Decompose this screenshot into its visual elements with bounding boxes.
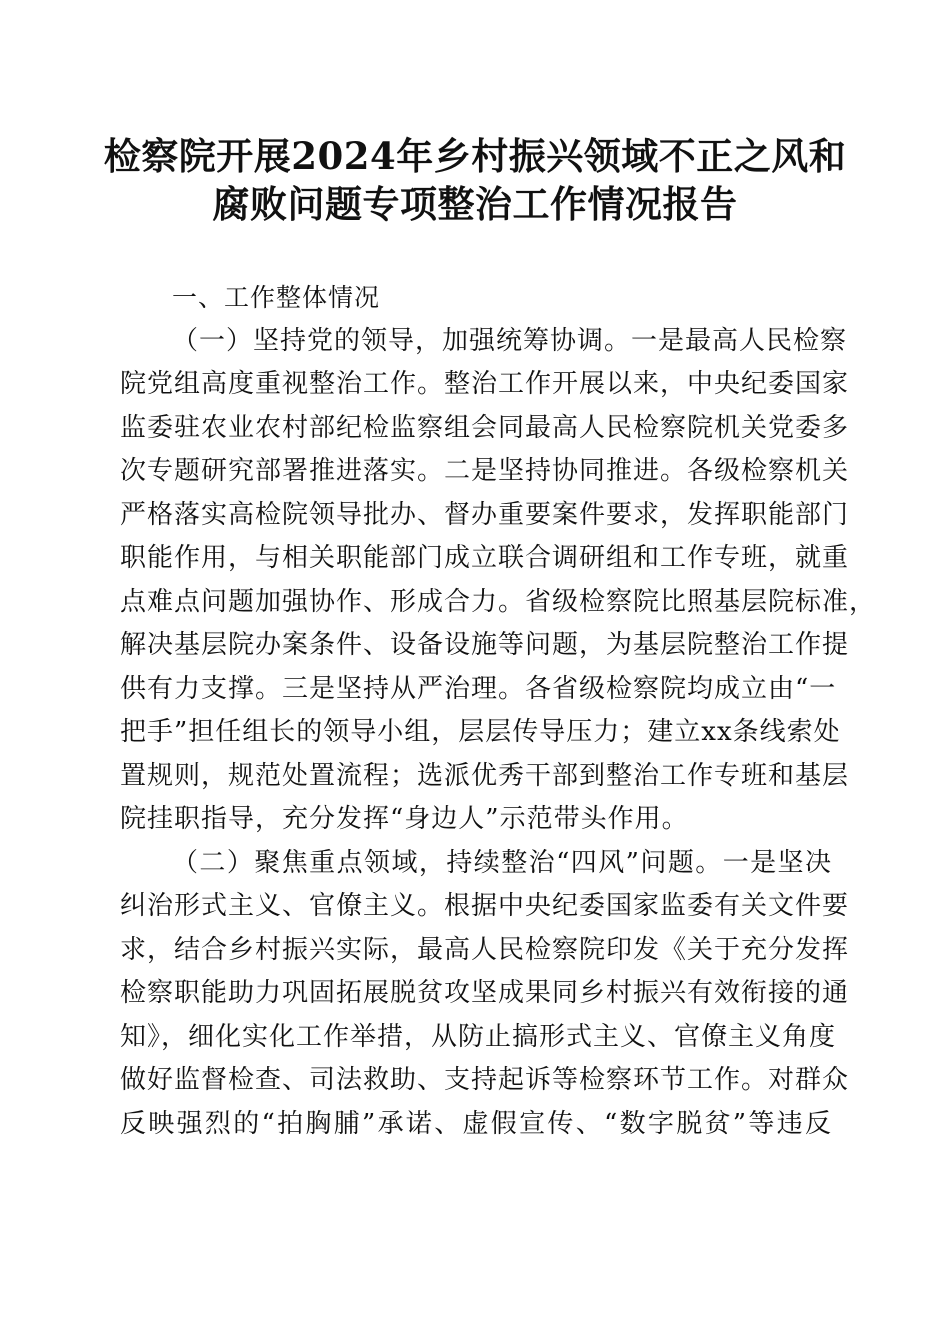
paragraph-line: 做好监督检查、司法救助、支持起诉等检察环节工作。对群众 — [120, 1065, 850, 1095]
paragraph-line: 监委驻农业农村部纪检监察组会同最高人民检察院机关党委多 — [120, 412, 850, 443]
title-line-1: 检察院开展2024年乡村振兴领域不正之风和 — [103, 134, 847, 178]
paragraph-line: 点难点问题加强协作、形成合力。省级检察院比照基层院标准， — [120, 586, 877, 617]
paragraph-line: 职能作用，与相关职能部门成立联合调研组和工作专班，就重 — [120, 543, 850, 573]
paragraph-line: 解决基层院办案条件、设备设施等问题，为基层院整治工作提 — [120, 630, 850, 660]
paragraph-1 — [120, 320, 877, 842]
paragraph-line: 院党组高度重视整治工作。整治工作开展以来，中央纪委国家 — [120, 369, 850, 399]
title-line-2: 腐败问题专项整治工作情况报告 — [212, 182, 738, 226]
document-title — [80, 132, 870, 228]
paragraph-line: 把手”担任组长的领导小组，层层传导压力；建立xx条线索处 — [120, 717, 841, 747]
paragraph-line: 严格落实高检院领导批办、督办重要案件要求，发挥职能部门 — [120, 499, 850, 530]
paragraph-line: （二）聚焦重点领域，持续整治“四风”问题。一是坚决 — [172, 847, 832, 878]
paragraph-line: 次专题研究部署推进落实。二是坚持协同推进。各级检察机关 — [120, 456, 850, 486]
section-heading: 一、工作整体情况 — [172, 283, 381, 312]
paragraph-line: 检察职能助力巩固拓展脱贫攻坚成果同乡村振兴有效衔接的通 — [120, 978, 850, 1008]
paragraph-line: 院挂职指导，充分发挥“身边人”示范带头作用。 — [120, 804, 689, 834]
paragraph-2 — [120, 842, 850, 1147]
paragraph-line: 求，结合乡村振兴实际，最高人民检察院印发《关于充分发挥 — [120, 934, 850, 965]
paragraph-line: 纠治形式主义、官僚主义。根据中央纪委国家监委有关文件要 — [120, 891, 850, 921]
paragraph-line: （一）坚持党的领导，加强统筹协调。一是最高人民检察 — [172, 325, 848, 356]
document-body — [120, 276, 877, 1146]
paragraph-line: 反映强烈的“拍胸脯”承诺、虚假宣传、“数字脱贫”等违反 — [120, 1108, 832, 1139]
paragraph-line: 知》，细化实化工作举措，从防止搞形式主义、官僚主义角度 — [120, 1021, 837, 1052]
paragraph-line: 供有力支撑。三是坚持从严治理。各省级检察院均成立由“一 — [120, 673, 837, 704]
paragraph-line: 置规则，规范处置流程；选派优秀干部到整治工作专班和基层 — [120, 760, 850, 791]
